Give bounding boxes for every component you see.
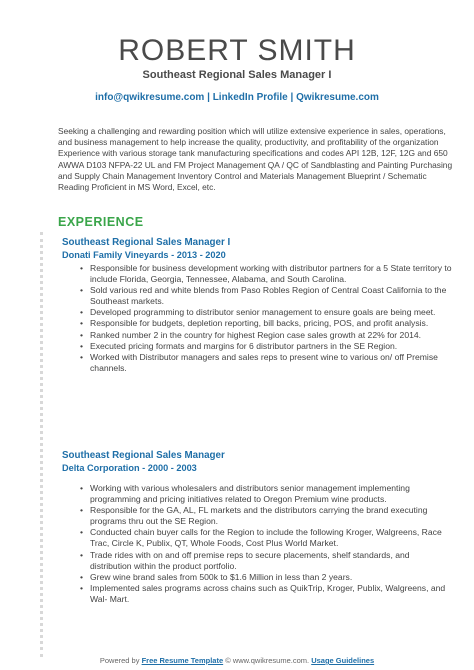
free-resume-template-link[interactable]: Free Resume Template bbox=[141, 656, 224, 665]
job-bullet: • Grew wine brand sales from 500k to $1.6 Million in less than 2 years. bbox=[90, 572, 452, 583]
job-bullet: • Working with various wholesalers and distributors senior management implementing programming and pricing initiatives related to Oregon Premium wine products. bbox=[90, 483, 452, 505]
job-bullets bbox=[62, 263, 452, 374]
website-link[interactable]: Qwikresume.com bbox=[296, 92, 379, 103]
usage-guidelines-link[interactable]: Usage Guidelines bbox=[311, 656, 375, 665]
job-bullet: • Executed pricing formats and margins for 6 distributor partners in the SE Region. bbox=[90, 341, 452, 352]
contact-line bbox=[0, 92, 474, 103]
job-bullet: • Trade rides with on and off premise reps to secure placements, shelf standards, and distribution within the product portfolio. bbox=[90, 550, 452, 572]
job-title: Southeast Regional Sales Manager I bbox=[62, 237, 231, 248]
email-link[interactable]: info@qwikresume.com bbox=[95, 92, 205, 103]
linkedin-link[interactable]: LinkedIn Profile bbox=[212, 92, 288, 103]
footer bbox=[0, 656, 474, 665]
job-bullet: • Ranked number 2 in the country for highest Region case sales growth at 22% for 2014. bbox=[90, 330, 452, 341]
job-entry bbox=[62, 237, 452, 374]
contact-separator: | bbox=[204, 92, 213, 103]
experience-heading: EXPERIENCE bbox=[58, 215, 144, 229]
job-bullet: • Responsible for business development working with distributor partners for a 5 State territory to include Florida, Georgia, Tennessee, Alabama, and South Carolina. bbox=[90, 263, 452, 285]
job-bullet: • Worked with Distributor managers and sales reps to present wine to various on/ off Premise channels. bbox=[90, 352, 452, 374]
job-bullet: • Developed programming to distributor senior management to ensure goals are being meet. bbox=[90, 307, 452, 318]
candidate-title: Southeast Regional Sales Manager I bbox=[142, 69, 332, 81]
job-entry bbox=[62, 450, 452, 605]
candidate-name: ROBERT SMITH bbox=[118, 34, 356, 67]
footer-middle: © www.qwikresume.com. bbox=[223, 656, 312, 665]
job-bullets bbox=[62, 483, 452, 605]
timeline-divider bbox=[40, 232, 46, 657]
job-bullet: • Responsible for the GA, AL, FL markets and the distributors carrying the brand executing programs thru out the SE Region. bbox=[90, 505, 452, 527]
job-company: Delta Corporation - 2000 - 2003 bbox=[62, 463, 197, 473]
job-title: Southeast Regional Sales Manager bbox=[62, 450, 225, 461]
summary-paragraph: Seeking a challenging and rewarding position which will utilize extensive experience in sales, operations, and business management to help increase the quality, productivity, and profitability of the organization Experience with various storage tank manufacturing specifications and codes API 12B, 12F, 12G and 650 AWWA D103 NFPA-22 UL and FM Project Management QA / QC of Sandblasting and Painting Purchasing and Supply Chain Management Inventory Control and Materials Management Blueprint / Schematic Reading Proficient in MS Word, Excel, etc. bbox=[58, 126, 453, 193]
job-bullet: • Implemented sales programs across chains such as QuikTrip, Kroger, Publix, Walgreens, and Wal- Mart. bbox=[90, 583, 452, 605]
job-bullet: • Conducted chain buyer calls for the Region to include the following Kroger, Walgreens, Race Trac, Circle K, Publix, QT, Whole Foods, Cost Plus World Market. bbox=[90, 527, 452, 549]
job-bullet: • Responsible for budgets, depletion reporting, bill backs, pricing, POS, and profit analysis. bbox=[90, 318, 452, 329]
job-bullet: • Sold various red and white blends from Paso Robles Region of Central Coast California to the Southeast markets. bbox=[90, 285, 452, 307]
contact-separator: | bbox=[287, 92, 297, 103]
footer-prefix: Powered by bbox=[99, 656, 142, 665]
job-company: Donati Family Vineyards - 2013 - 2020 bbox=[62, 250, 226, 260]
